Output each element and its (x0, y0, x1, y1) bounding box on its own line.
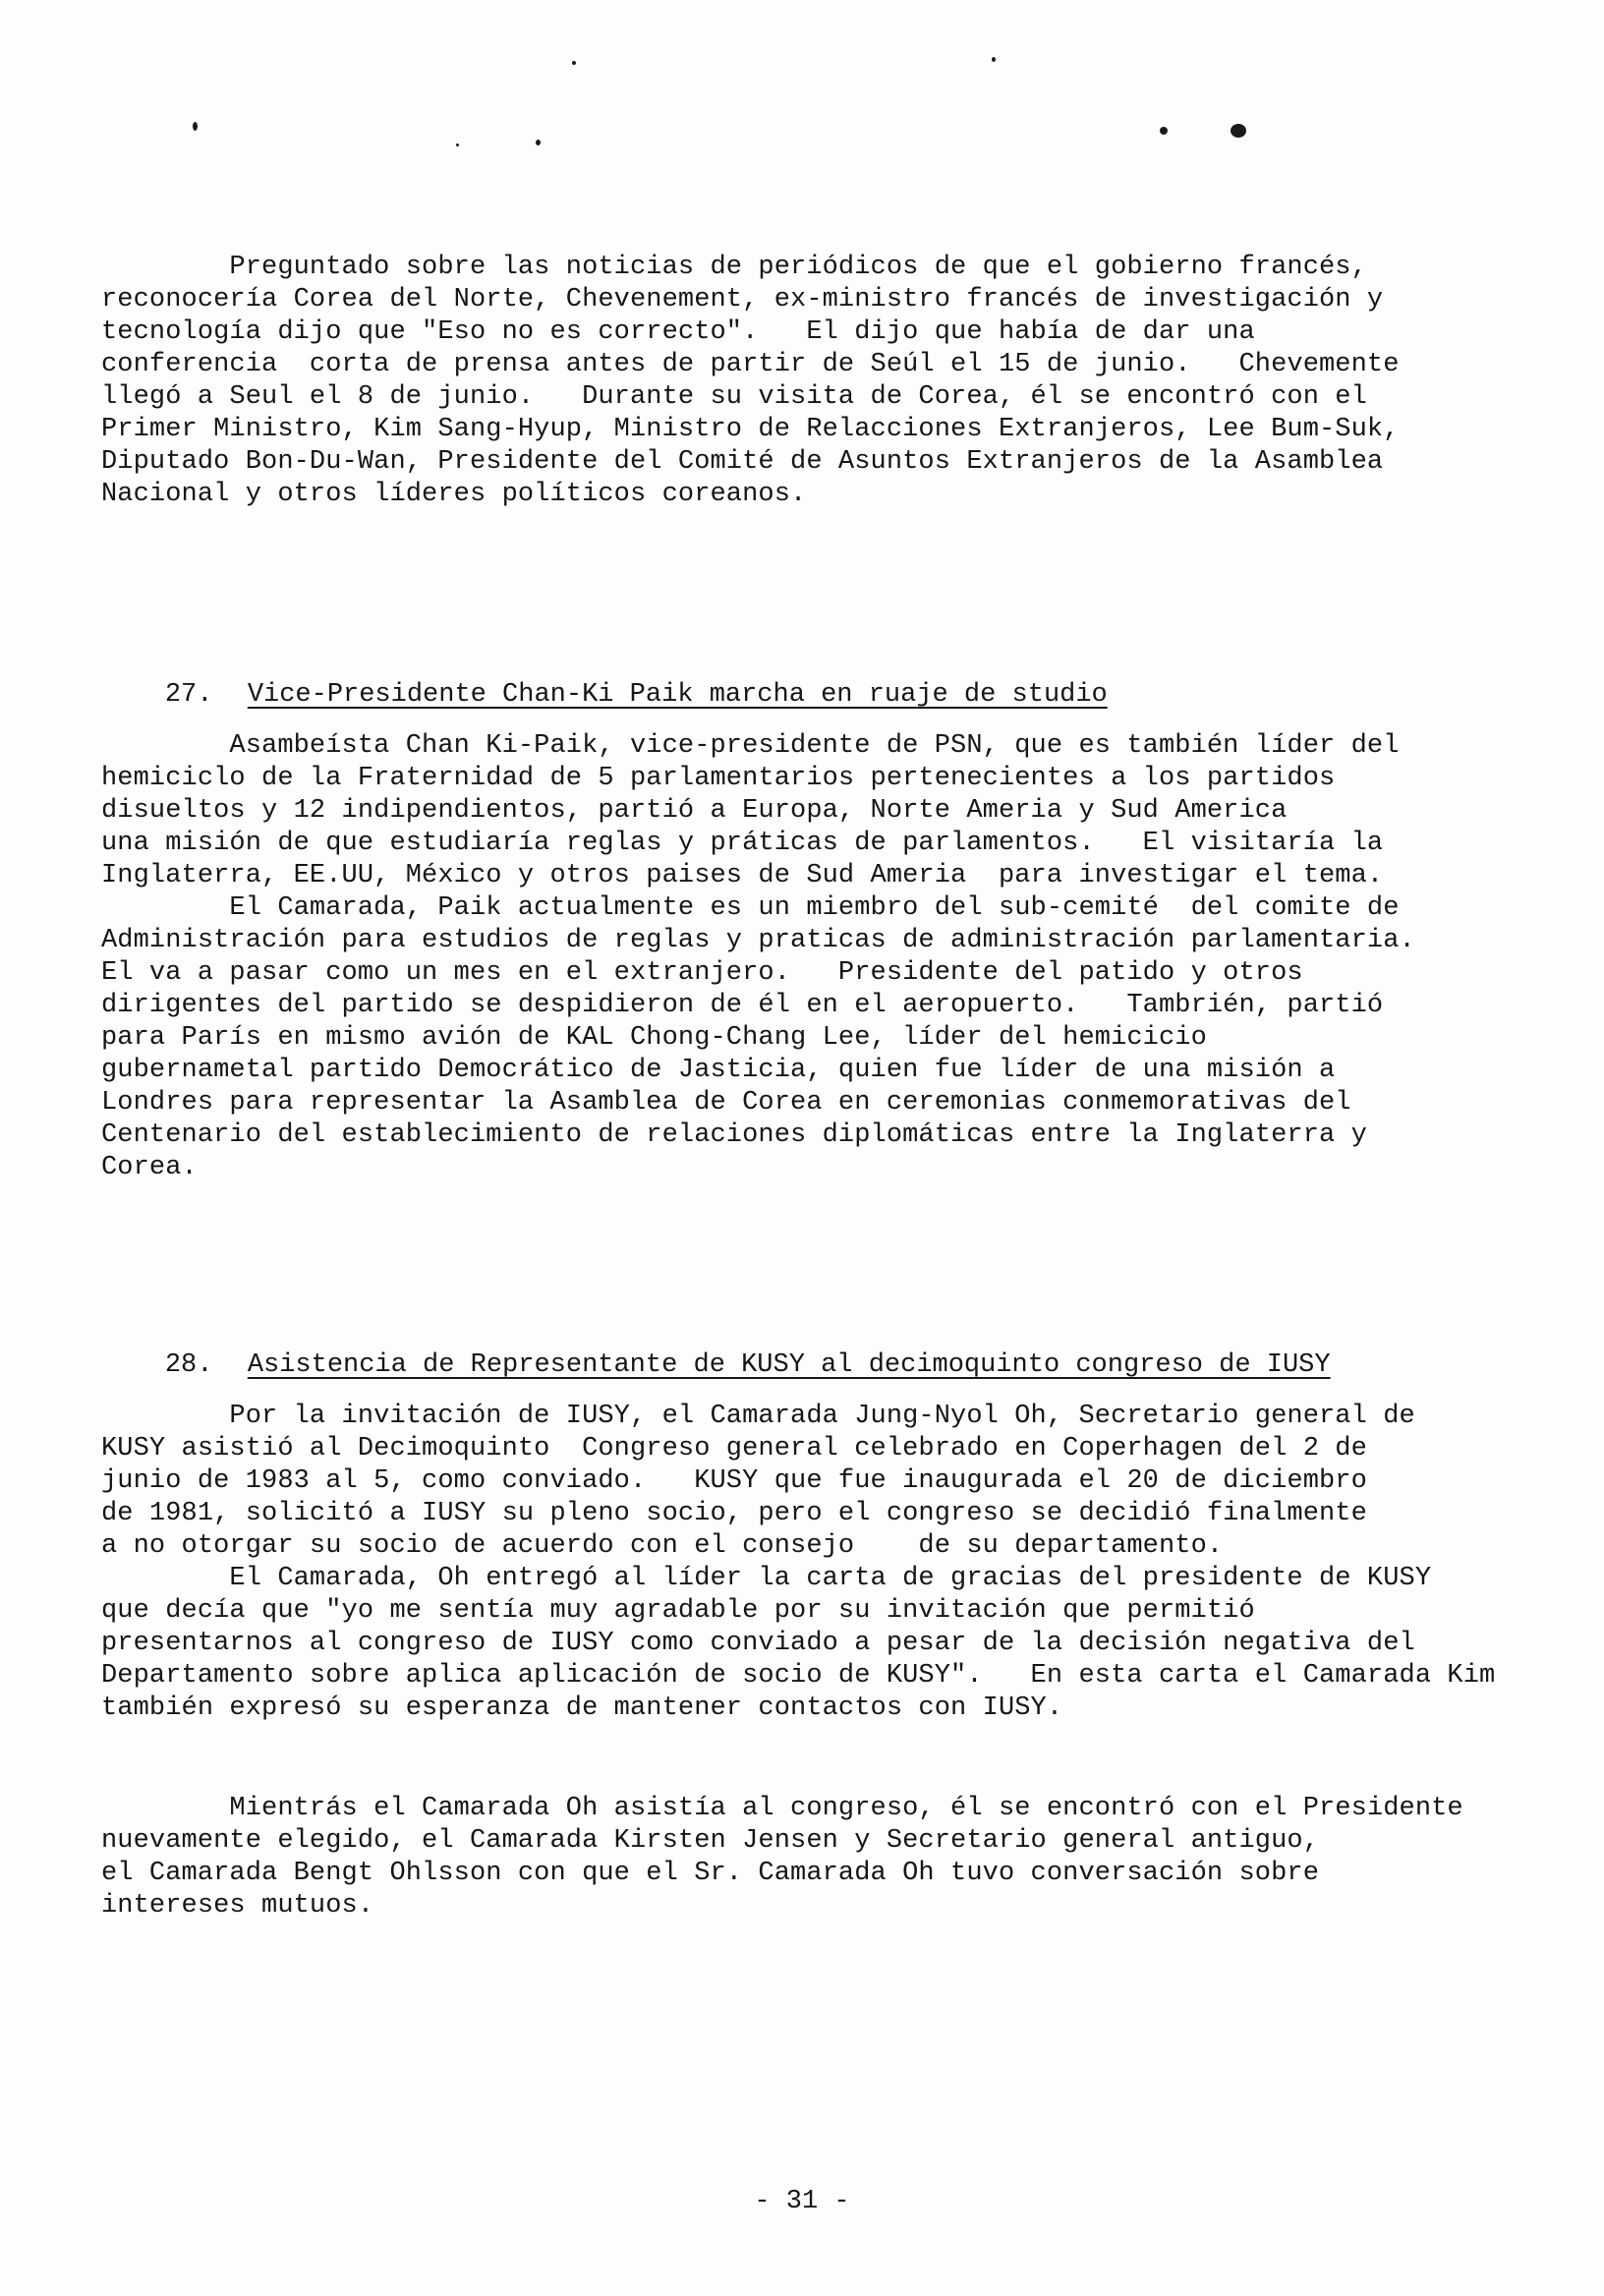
section-27-paragraph (101, 730, 1556, 1184)
text-line: Primer Ministro, Kim Sang-Hyup, Ministro de Relacciones Extranjeros, Lee Bum-Suk, (101, 415, 1400, 444)
text-line: intereses mutuos. (101, 1891, 374, 1921)
text-line: llegó a Seul el 8 de junio. Durante su visita de Corea, él se encontró con el (101, 382, 1367, 412)
text-line: El Camarada, Paik actualmente es un miembro del sub-cemité del comite de (101, 893, 1400, 923)
text-line: a no otorgar su socio de acuerdo con el consejo de su departamento. (101, 1531, 1224, 1561)
text-line: Departamento sobre aplica aplicación de socio de KUSY". En esta carta el Camarada Kim (101, 1661, 1496, 1691)
section-28-paragraph-2 (101, 1793, 1556, 1923)
text-line: El Camarada, Oh entregó al líder la carta de gracias del presidente de KUSY (101, 1564, 1432, 1593)
text-line: disueltos y 12 indipendientos, partió a Europa, Norte Ameria y Sud America (101, 796, 1288, 826)
text-line: tecnología dijo que "Eso no es correcto". El dijo que había de dar una (101, 317, 1255, 347)
text-line: KUSY asistió al Decimoquinto Congreso general celebrado en Coperhagen del 2 de (101, 1434, 1367, 1464)
text-line: Por la invitación de IUSY, el Camarada Jung-Nyol Oh, Secretario general de (101, 1402, 1415, 1431)
text-line: conferencia corta de prensa antes de partir de Seúl el 15 de junio. Chevemente (101, 350, 1400, 379)
text-line: nuevamente elegido, el Camarada Kirsten Jensen y Secretario general antiguo, (101, 1826, 1319, 1856)
text-line: de 1981, solicitó a IUSY su pleno socio, pero el congreso se decidió finalmente (101, 1499, 1367, 1528)
text-line: Inglaterra, EE.UU, México y otros paises de Sud Ameria para investigar el tema. (101, 861, 1384, 890)
scan-speck (193, 122, 198, 131)
scan-speck (1160, 127, 1168, 135)
text-line: gubernametal partido Democrático de Jasticia, quien fue líder de una misión a (101, 1056, 1336, 1085)
text-line: Corea. (101, 1153, 198, 1182)
text-line: reconocería Corea del Norte, Chevenement, ex-ministro francés de investigación y (101, 285, 1384, 315)
text-line: Centenario del establecimiento de relaciones diplomáticas entre la Inglaterra y (101, 1120, 1367, 1150)
text-line: Mientrás el Camarada Oh asistía al congreso, él se encontró con el Presidente (101, 1794, 1463, 1823)
text-line: junio de 1983 al 5, como conviado. KUSY que fue inaugurada el 20 de diciembro (101, 1466, 1367, 1496)
text-line: Nacional y otros líderes políticos coreanos. (101, 480, 807, 509)
scan-speck (572, 61, 576, 65)
text-line: Administración para estudios de reglas y praticas de administración parlamentaria. (101, 926, 1415, 955)
text-line: el Camarada Bengt Ohlsson con que el Sr. Camarada Oh tuvo conversación sobre (101, 1859, 1319, 1888)
text-line: dirigentes del partido se despidieron de él en el aeropuerto. Tambrién, partió (101, 991, 1384, 1020)
page-number: - 31 - (754, 2187, 850, 2216)
text-line: Diputado Bon-Du-Wan, Presidente del Comité de Asuntos Extranjeros de la Asamblea (101, 447, 1384, 477)
text-line: presentarnos al congreso de IUSY como conviado a pesar de la decisión negativa del (101, 1629, 1415, 1658)
section-title: Vice-Presidente Chan-Ki Paik marcha en ruaje de studio (247, 680, 1108, 710)
scan-speck (992, 57, 996, 62)
section-number: 27. (164, 680, 213, 710)
scan-speck (1231, 124, 1246, 138)
text-line: también expresó su esperanza de mantener contactos con IUSY. (101, 1693, 1063, 1723)
section-title: Asistencia de Representante de KUSY al decimoquinto congreso de IUSY (247, 1350, 1331, 1380)
text-line: El va a pasar como un mes en el extranjero. Presidente del patido y otros (101, 958, 1303, 988)
scan-speck (456, 144, 459, 146)
intro-paragraph (101, 252, 1556, 511)
section-28-paragraph-1 (101, 1401, 1556, 1725)
scan-speck (536, 140, 541, 145)
text-line: Asambeísta Chan Ki-Paik, vice-presidente de PSN, que es también líder del (101, 731, 1400, 761)
text-line: para París en mismo avión de KAL Chong-Chang Lee, líder del hemicicio (101, 1023, 1207, 1053)
text-line: Londres para representar la Asamblea de Corea en ceremonias conmemorativas del (101, 1088, 1351, 1118)
text-line: que decía que "yo me sentía muy agradable por su invitación que permitió (101, 1596, 1255, 1626)
text-line: una misión de que estudiaría reglas y práticas de parlamentos. El visitaría la (101, 829, 1384, 858)
text-line: hemiciclo de la Fraternidad de 5 parlamentarios pertenecientes a los partidos (101, 764, 1336, 793)
section-number: 28. (164, 1350, 213, 1380)
text-line: Preguntado sobre las noticias de periódicos de que el gobierno francés, (101, 253, 1367, 282)
